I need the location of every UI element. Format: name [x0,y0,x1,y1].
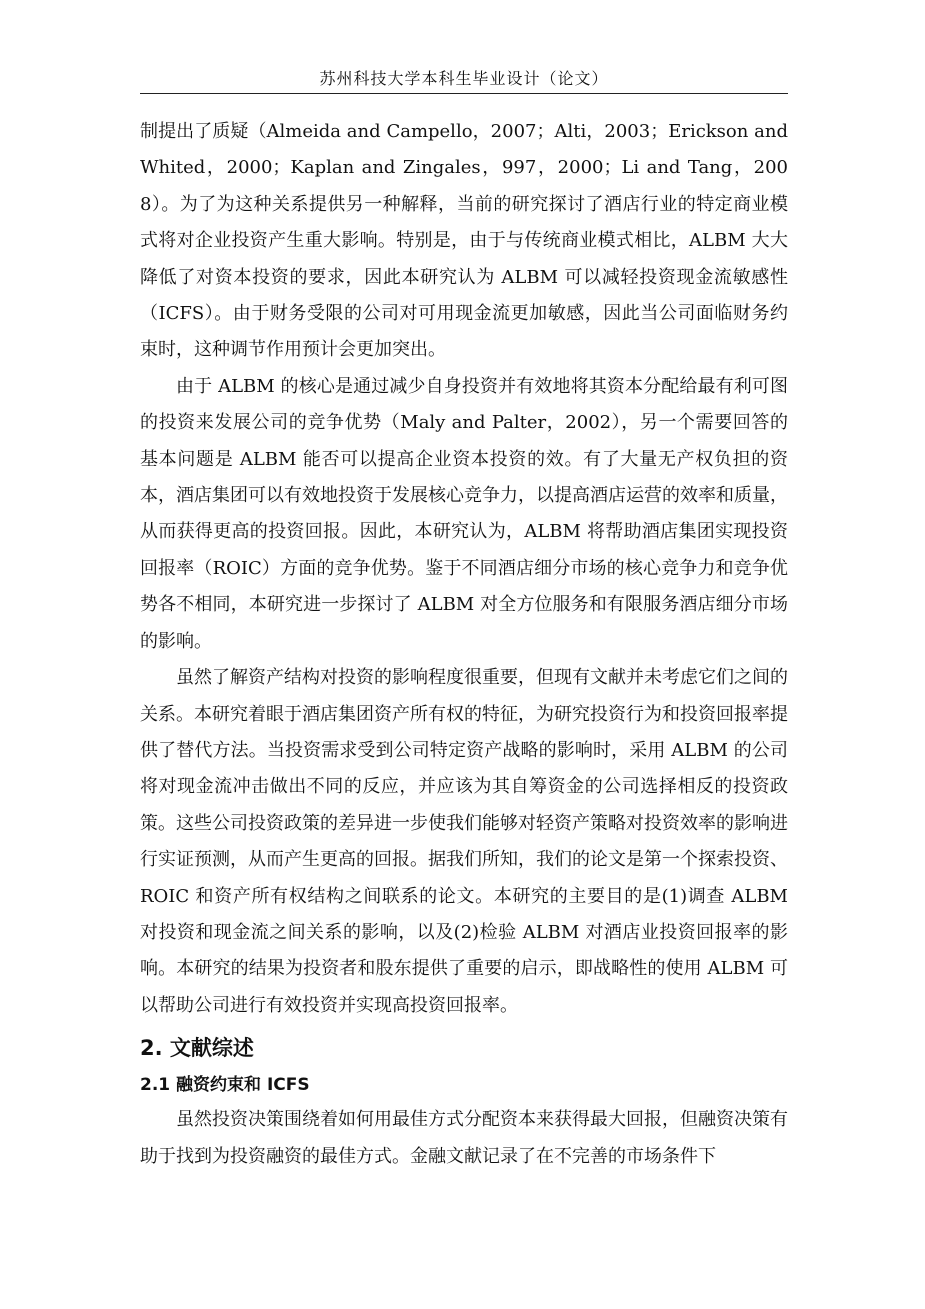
section-heading: 2. 文献综述 [140,1036,254,1061]
subsection-heading: 2.1 融资约束和 ICFS [140,1075,310,1096]
page-body [140,114,788,1175]
body-paragraph: 虽然了解资产结构对投资的影响程度很重要，但现有文献并未考虑它们之间的关系。本研究着眼于酒店集团资产所有权的特征，为研究投资行为和投资回报率提供了替代方法。当投资需求受到公司特定资产战略的影响时，采用 ALBM 的公司将对现金流冲击做出不同的反应，并应该为其自筹资金的公司选择相反的投资政策。这些公司投资政策的差异进一步使我们能够对轻资产策略对投资效率的影响进行实证预测，从而产生更高的回报。据我们所知，我们的论文是第一个探索投资、ROIC 和资产所有权结构之间联系的论文。本研究的主要目的是(1)调查 ALBM 对投资和现金流之间关系的影响，以及(2)检验 ALBM 对酒店业投资回报率的影响。本研究的结果为投资者和股东提供了重要的启示，即战略性的使用 ALBM 可以帮助公司进行有效投资并实现高投资回报率。 [140,667,788,1016]
running-header: 苏州科技大学本科生毕业设计（论文） [319,69,609,88]
body-paragraph: 虽然投资决策围绕着如何用最佳方式分配资本来获得最大回报，但融资决策有助于找到为投资融资的最佳方式。金融文献记录了在不完善的市场条件下 [140,1109,788,1167]
header-rule [140,93,788,94]
body-paragraph-continued: 制提出了质疑（Almeida and Campello，2007；Alti，2003；Erickson and Whited，2000；Kaplan and Zingales，997，2000；Li and Tang，2008）。为了为这种关系提供另一种解释，当前的研究探讨了酒店行业的特定商业模式将对企业投资产生重大影响。特别是，由于与传统商业模式相比，ALBM 大大降低了对资本投资的要求，因此本研究认为 ALBM 可以减轻投资现金流敏感性（ICFS）。由于财务受限的公司对可用现金流更加敏感，因此当公司面临财务约束时，这种调节作用预计会更加突出。 [140,121,788,361]
body-paragraph: 由于 ALBM 的核心是通过减少自身投资并有效地将其资本分配给最有利可图的投资来发展公司的竞争优势（Maly and Palter，2002），另一个需要回答的基本问题是 ALBM 能否可以提高企业资本投资的效。有了大量无产权负担的资本，酒店集团可以有效地投资于发展核心竞争力，以提高酒店运营的效率和质量，从而获得更高的投资回报。因此，本研究认为，ALBM 将帮助酒店集团实现投资回报率（ROIC）方面的竞争优势。鉴于不同酒店细分市场的核心竞争力和竞争优势各不相同，本研究进一步探讨了 ALBM 对全方位服务和有限服务酒店细分市场的影响。 [140,375,788,652]
